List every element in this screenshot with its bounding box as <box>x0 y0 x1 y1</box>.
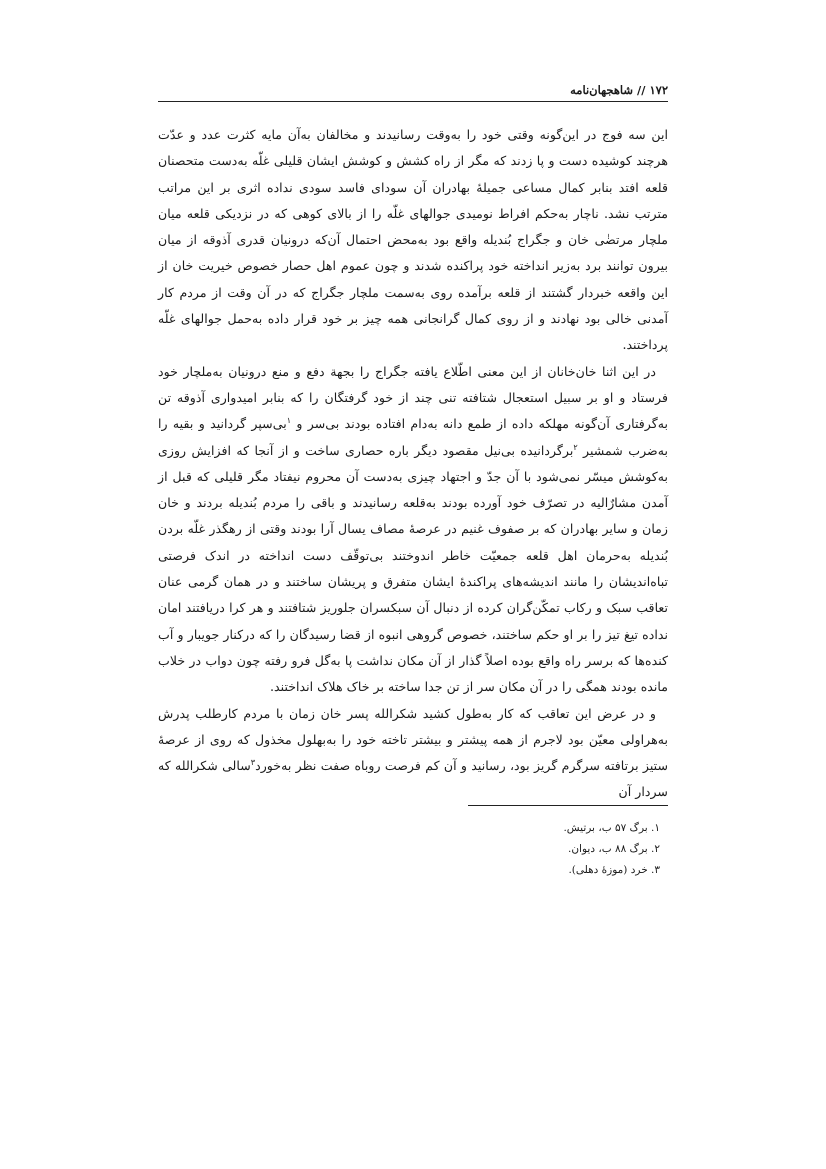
paragraph-2-part-c: برگردانیده بی‌نیل مقصود دیگر باره حصاری ساخت و از آنجا که افزایش روزی به‌کوشش میسّر نمی‌شود با آن جدّ و اجتهاد چیزی به‌دست آن محروم نیفتاد مگر قلیلی که قبل از آمدن مشارٌالیه در تصرّف خود آورده بودند به‌قلعه رسانیدند و باقی را مردم بُندیله بردند و خان زمان و سایر بهادران که بر صفوف غنیم در عرصهٔ مصاف یسال آرا بودند وقتی از رهگذر غلّه بردن بُندیله به‌حرمان اهل قلعه جمعیّت خاطر اندوختند بی‌توقّف دست انداخته در اندک فرصتی تباه‌اندیشان را مانند اندیشه‌های پراکندهٔ ایشان متفرق و پریشان ساختند و در همان گرمی عنان تعاقب سبک و رکاب تمکّن‌گران کرده از دنبال آن سبکسران جلوریز شتافتند و هر کرا دریافتند امان نداده تیغ تیز را بر او حکم ساختند، خصوص گروهی انبوه از قضا رسیدگان را که درکنار جویبار و آب کنده‌ها که برسر راه واقع بوده اصلاً گذار از آن مکان نداشت پا به‌گل فرو رفته چون دواب در خلاب مانده بودند همگی را در آن مکان سر از تن جدا ساخته بر خاک هلاک انداختند. <box>158 442 668 695</box>
footnote-1: ۱. برگ ۵۷ ب، برتیش. <box>563 822 660 834</box>
paragraph-3-part-b: سالی شکرالله که سردار آن <box>158 758 668 800</box>
paragraph-2 <box>158 359 668 701</box>
footnote-ref-1[interactable]: ۱ <box>286 416 292 426</box>
footnote-ref-3[interactable]: ۳ <box>250 757 256 767</box>
paragraph-3-part-a: و در عرض این تعاقب که کار به‌طول کشید شکرالله پسر خان زمان با مردم کارطلب پدرش به‌هراولی معیّن بود لاجرم از همه پیشتر و بیشتر تاخته خود را به‌بهلول مخذول که روی از عرصهٔ ستیز برتافته سرگرم گریز بود، رسانید و آن کم فرصت روباه صفت نظر به‌خورد <box>158 705 668 774</box>
paragraph-2-part-a: در این اثنا خان‌خانان از این معنی اطّلاع یافته جگراج را بجهة دفع و منع درونیان به‌ملچار خود فرستاد و او بر سبیل استعجال شتافته تنی چند از خود گرفتگان را که بنابر امیدواری آذوقه تن به‌گرفتاری آن‌گونه مهلکه داده از طمع دانه به‌دام افتاده بودند بی‌سر و <box>158 363 668 432</box>
book-page <box>158 0 668 1169</box>
footnote-2: ۲. برگ ۸۸ ب، دیوان. <box>568 843 660 855</box>
body-text <box>158 122 668 806</box>
paragraph-2-part-b: بی‌سپر گردانید و بقیه را به‌ضرب شمشیر <box>158 416 668 458</box>
footnote-3: ۳. خرد (موزهٔ دهلی). <box>568 864 660 876</box>
header-rule <box>158 101 668 102</box>
footnote-ref-2[interactable]: ۲ <box>573 442 578 452</box>
paragraph-1: این سه فوج در این‌گونه وقتی خود را به‌وقت رسانیدند و مخالفان به‌آن مایه کثرت عدد و عدّت هرچند کوشیده دست و پا زدند که مگر از راه کشش و کوشش ایشان قلیلی غلّه به‌دست متحصنان قلعه افتد بنابر کمال مساعی جمیلهٔ بهادران آن سودای فاسد سودی نداده اثری بر این مراتب مترتب نشد. ناچار به‌حکم افراط نومیدی جوالهای غلّه را از بالای کوهی که در نزدیکی قلعه میان ملچار مرتضٰی خان و جگراج بُندیله واقع بود به‌محض احتمال آن‌که درونیان قدری آذوقه از میان بیرون توانند برد به‌زیر انداخته خود پراکنده شدند و چون عموم اهل حصار خصوص خیریت خان از این واقعه خبردار گشتند از قلعه برآمده روی به‌سمت ملچار جگراج که در آن وقت از مردم کار آمدنی خالی بود نهادند و از روی کمال گرانجانی همه چیز بر خود قرار داده به‌حمل جوالهای غلّه پرداختند. <box>158 127 668 353</box>
footnotes <box>158 818 668 881</box>
running-head: ۱۷۲ // شاهجهان‌نامه <box>570 83 668 97</box>
paragraph-3 <box>158 701 668 806</box>
footnote-rule <box>468 805 668 806</box>
